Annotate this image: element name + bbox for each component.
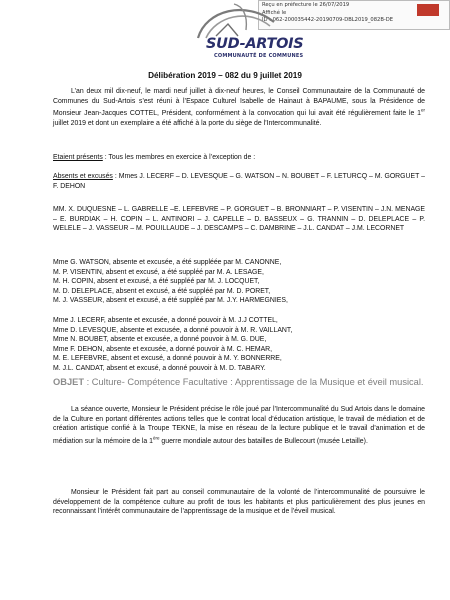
stamp-logo-icon bbox=[417, 4, 439, 16]
pouvoirs-list bbox=[53, 316, 425, 374]
objet-heading bbox=[53, 377, 425, 389]
objet-label: OBJET bbox=[53, 377, 84, 387]
suppleant-item: M. P. VISENTIN, absent et excusé, a été suppléé par M. A. LESAGE, bbox=[53, 268, 264, 276]
absents-excuses-text: : Mmes J. LECERF – D. LEVESQUE – G. WATSON – N. BOUBET – F. LETURCQ – M. GORGUET – F. DEHON bbox=[53, 173, 425, 190]
intro-text: L’an deux mil dix-neuf, le mardi neuf juillet à dix-neuf heures, le Conseil Communautaire de la Communauté de Communes du Sud-Artois s’est réuni à l’Espace Culturel Isabelle de Hainaut à BAPAUME, sous la Présidence de Monsieur Jean-Jacques COTTEL, Président, conformément à la convocation qui lui avait été régulièrement faite le 1er juillet 2019 et dont un exemplaire a été affiché à la porte du siège de l’Intercommunalité. bbox=[53, 88, 425, 128]
sud-artois-logo bbox=[176, 0, 304, 70]
pouvoir-item: Mme J. LECERF, absente et excusée, a donné pouvoir à M. J.J COTTEL, bbox=[53, 317, 278, 324]
suppleant-item: M. J. VASSEUR, absent et excusé, a été suppléé par M. J.Y. HARMEGNIES, bbox=[53, 297, 288, 305]
objet-text: : Culture- Compétence Facultative : Apprentissage de la Musique et éveil musical. bbox=[84, 377, 424, 387]
stamp-id: ID : 062-200035442-20190709-DBL2019_082B-DE bbox=[262, 17, 394, 23]
suppleant-item: Mme G. WATSON, absente et excusée, a été suppléée par M. CANONNE, bbox=[53, 259, 282, 266]
logo-subtitle: COMMUNAUTÉ DE COMMUNES bbox=[214, 53, 304, 59]
presents-text: : Tous les membres en exercice à l’exception de : bbox=[102, 154, 256, 161]
absents-excuses-label: Absents et excusés bbox=[53, 173, 113, 180]
presents-line bbox=[53, 153, 425, 163]
suppleants-list bbox=[53, 258, 425, 306]
pouvoir-item: M. E. LEFEBVRE, absent et excusé, a donné pouvoir à M. Y. BONNERRE, bbox=[53, 355, 282, 363]
body-paragraph bbox=[53, 405, 425, 447]
absents-excuses bbox=[53, 172, 425, 191]
stamp-received: Reçu en préfecture le 26/07/2019 bbox=[262, 2, 350, 8]
suppleant-item: M. D. DELEPLACE, absent et excusé, a été suppléé par M. D. PORET, bbox=[53, 287, 271, 295]
pouvoir-item: Mme F. DEHON, absente et excusée, a donné pouvoir à M. C. HEMAR, bbox=[53, 345, 273, 353]
presents-label: Etaient présents bbox=[53, 154, 103, 161]
pouvoir-item: Mme N. BOUBET, absente et excusée, a donné pouvoir à M. G. DUE, bbox=[53, 336, 267, 344]
pouvoir-item: M. J.L. CANDAT, absent et excusé, a donné pouvoir à M. D. TABARY. bbox=[53, 364, 266, 372]
stamp-posted: Affiché le bbox=[262, 9, 287, 16]
pouvoir-item: Mme D. LEVESQUE, absente et excusée, a donné pouvoir à M. R. VAILLANT, bbox=[53, 326, 293, 334]
body-paragraph: Monsieur le Président fait part au conseil communautaire de la volonté de l’intercommunalité de poursuivre le développement de la compétence culture au profit de tous les habitants et plus particulièrement des plus jeunes en reconnaissant l’intérêt communautaire de l’apprentissage de la musique et de l’éveil musical. bbox=[53, 489, 425, 516]
body-paragraph-text: La séance ouverte, Monsieur le Président précise le rôle joué par l’Intercommunalité du Sud Artois dans le domaine de la Culture en portant différentes actions telles que le contrat local d’éducation artistique, le travail de médiation et de création artistique confié à la Troupe TEKNE, la mise en réseau de la lecture publique et le travail d’animation et de médiation sur la mémoire de la 1ère guerre mondiale autour des batailles de Bullecourt (musée Letaille). bbox=[53, 406, 425, 446]
deliberation-title: Délibération 2019 – 082 du 9 juillet 2019 bbox=[148, 71, 302, 80]
suppleant-item: M. H. COPIN, absent et excusé, a été suppléé par M. J. LOCQUET, bbox=[53, 278, 260, 286]
intro-paragraph bbox=[53, 87, 425, 129]
logo-name: SUD-ARTOIS bbox=[206, 36, 304, 52]
absents-list: MM. X. DUQUESNE – L. GABRELLE –E. LEFEBVRE – P. GORGUET – B. BRONNIART – P. VISENTIN – J.N. MENAGE – E. BURDIAK – H. COPIN – L. ANTINORI – J. CAPELLE – D. BASSEUX – G. TRANNIN – D. DELEPLACE – P. WELELE – J. VASSEUR – M. POUILLAUDE – J. DESCAMPS – C. DAMBRINE – J.L. CANDAT – J.M. LECORNET bbox=[53, 206, 425, 233]
